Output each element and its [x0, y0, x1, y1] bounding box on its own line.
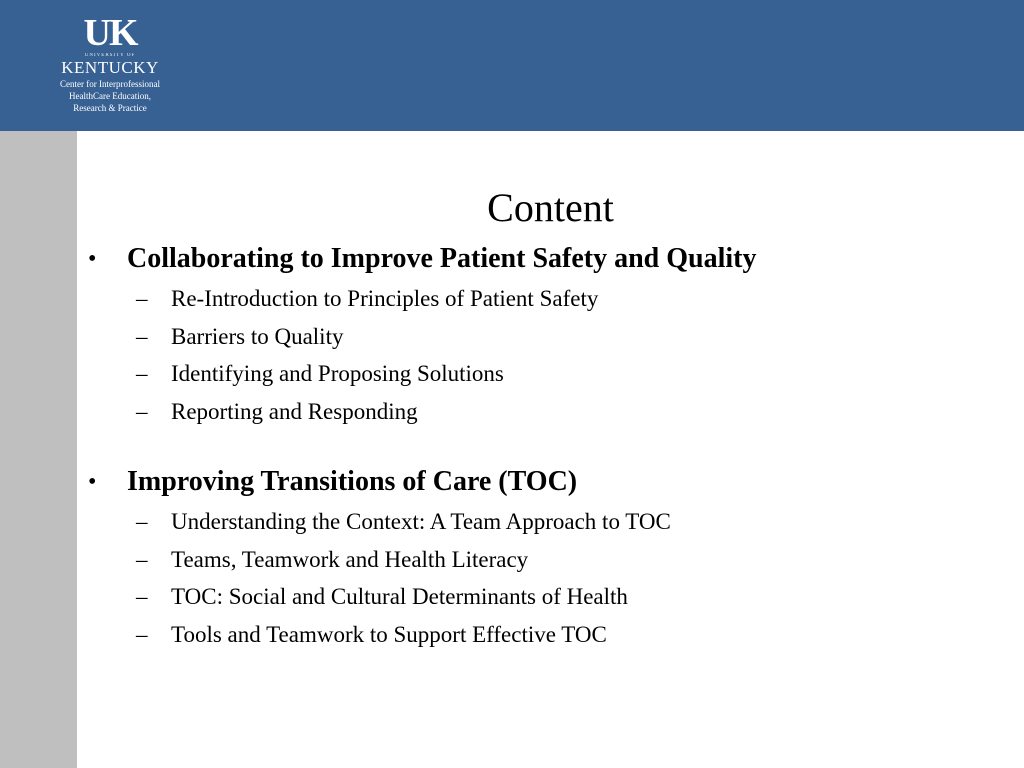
list-item-text: Reporting and Responding	[171, 398, 418, 424]
dash-icon: –	[136, 584, 148, 609]
dash-icon: –	[136, 509, 148, 534]
bullet-icon: •	[88, 246, 97, 272]
dash-icon: –	[136, 621, 148, 647]
logo-center-line-3: Research & Practice	[73, 103, 147, 113]
logo-uk-mark: UK	[83, 12, 137, 54]
list-item-text: Understanding the Context: A Team Approach to TOC	[171, 509, 671, 534]
dash-icon: –	[136, 286, 148, 311]
list-item	[84, 616, 1004, 654]
section-transitions-of-care	[84, 463, 1004, 653]
section-heading	[84, 240, 1004, 278]
logo-kentucky: KENTUCKY	[61, 58, 159, 77]
list-item-text: Identifying and Proposing Solutions	[171, 361, 504, 386]
list-item	[84, 318, 1004, 356]
sub-item-list	[84, 280, 1004, 430]
list-item-text: Teams, Teamwork and Health Literacy	[171, 546, 529, 572]
logo-center-line-2: HealthCare Education,	[69, 91, 151, 101]
bullet-icon: •	[88, 469, 97, 495]
list-item-text: TOC: Social and Cultural Determinants of Health	[171, 584, 628, 609]
list-item	[84, 393, 1004, 431]
dash-icon: –	[136, 361, 148, 386]
section-patient-safety	[84, 240, 1004, 430]
section-heading	[84, 463, 1004, 501]
dash-icon: –	[136, 546, 148, 572]
logo-center-line-1: Center for Interprofessional	[60, 79, 160, 89]
list-item	[84, 578, 1004, 616]
list-item	[84, 280, 1004, 318]
dash-icon: –	[136, 398, 148, 424]
slide-title: Content	[487, 185, 614, 230]
content-body	[84, 240, 1004, 653]
sidebar-band	[0, 131, 77, 768]
list-item	[84, 355, 1004, 393]
list-item	[84, 541, 1004, 579]
list-item	[84, 503, 1004, 541]
section-heading-text: Improving Transitions of Care (TOC)	[127, 466, 578, 497]
uk-logo	[40, 14, 180, 113]
logo-university-line: UNIVERSITY OF	[84, 53, 136, 58]
list-item-text: Re-Introduction to Principles of Patient Safety	[171, 286, 599, 311]
section-heading-text: Collaborating to Improve Patient Safety and Quality	[127, 243, 757, 274]
sub-item-list	[84, 503, 1004, 653]
dash-icon: –	[136, 323, 148, 349]
list-item-text: Tools and Teamwork to Support Effective TOC	[171, 621, 607, 647]
list-item-text: Barriers to Quality	[171, 323, 344, 349]
